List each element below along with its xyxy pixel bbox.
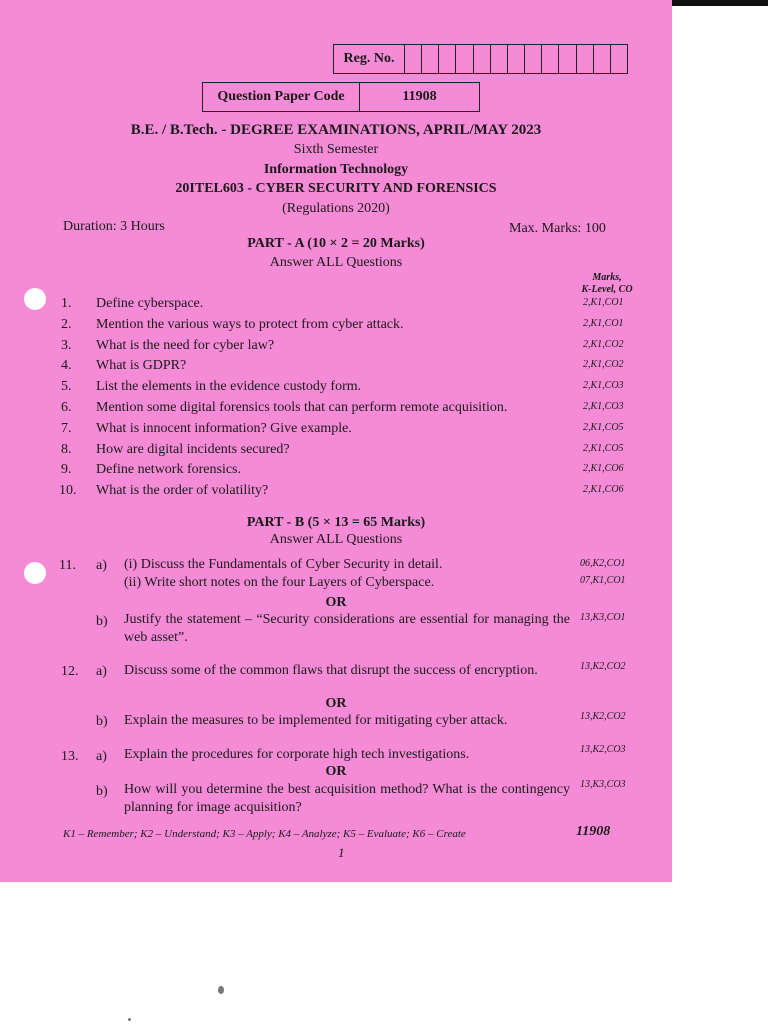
question-number: 4.: [61, 358, 72, 373]
marks-header-line-2: K-Level, CO: [581, 284, 633, 295]
reg-no-cell[interactable]: [611, 45, 627, 73]
question-paper-code-value: 11908: [402, 89, 437, 104]
question-paper-code-label: Question Paper Code: [203, 83, 360, 111]
question-marks: 13,K2,CO2: [580, 711, 626, 722]
question-text: Define cyberspace.: [96, 296, 204, 311]
question-marks: 2,K1,CO5: [583, 422, 624, 433]
option-label: b): [96, 714, 108, 729]
question-text: Mention some digital forensics tools that can perform remote acquisition.: [96, 400, 508, 415]
question-number: 7.: [61, 421, 72, 436]
or-separator: OR: [325, 696, 347, 711]
question-text: How are digital incidents secured?: [96, 442, 290, 457]
scan-edge-shadow: [672, 0, 768, 6]
max-marks: Max. Marks: 100: [509, 221, 606, 236]
semester: Sixth Semester: [293, 142, 379, 157]
question-text: What is GDPR?: [96, 358, 187, 373]
question-marks: 2,K1,CO3: [583, 401, 624, 412]
option-label: b): [96, 784, 108, 799]
question-paper-code-box: [202, 82, 480, 112]
reg-no-cell[interactable]: [508, 45, 525, 73]
question-marks: 2,K1,CO1: [583, 297, 624, 308]
question-number: 12.: [61, 664, 79, 679]
question-text: What is the order of volatility?: [96, 483, 269, 498]
question-marks: 13,K3,CO3: [580, 779, 626, 790]
question-text: What is innocent information? Give example.: [96, 421, 352, 436]
part-b-instruction: Answer ALL Questions: [269, 532, 403, 547]
question-text: List the elements in the evidence custody form.: [96, 379, 362, 394]
question-marks: 07,K1,CO1: [580, 575, 626, 586]
question-number: 5.: [61, 379, 72, 394]
question-marks: 2,K1,CO5: [583, 443, 624, 454]
question-number: 3.: [61, 338, 72, 353]
question-text: How will you determine the best acquisition method? What is the contingency planning for image acquisition?: [124, 782, 570, 815]
reg-no-cell[interactable]: [542, 45, 559, 73]
marks-column-header: [572, 272, 642, 296]
reg-no-cell[interactable]: [594, 45, 611, 73]
question-text: (ii) Write short notes on the four Layers of Cyberspace.: [124, 575, 435, 590]
punch-hole: [24, 562, 46, 584]
part-b-title: PART - B (5 × 13 = 65 Marks): [246, 515, 426, 530]
scan-speck: [128, 1018, 131, 1021]
part-a-title: PART - A (10 × 2 = 20 Marks): [247, 236, 425, 251]
footer-paper-code: 11908: [576, 824, 611, 839]
or-separator: OR: [325, 595, 347, 610]
question-marks: 2,K1,CO2: [583, 359, 624, 370]
or-separator: OR: [325, 764, 347, 779]
question-number: 6.: [61, 400, 72, 415]
question-number: 13.: [61, 749, 79, 764]
question-marks: 2,K1,CO1: [583, 318, 624, 329]
reg-no-cell[interactable]: [405, 45, 422, 73]
reg-no-cell[interactable]: [491, 45, 508, 73]
reg-no-cell[interactable]: [439, 45, 456, 73]
question-number: 9.: [61, 462, 72, 477]
question-marks: 13,K3,CO1: [580, 612, 626, 623]
option-label: a): [96, 664, 107, 679]
question-number: 8.: [61, 442, 72, 457]
exam-title: B.E. / B.Tech. - DEGREE EXAMINATIONS, APRIL/MAY 2023: [130, 122, 542, 138]
reg-no-cell[interactable]: [559, 45, 576, 73]
question-text: Justify the statement – “Security considerations are essential for managing the web asset”.: [124, 612, 570, 645]
question-marks: 06,K2,CO1: [580, 558, 626, 569]
option-label: b): [96, 614, 108, 629]
duration: Duration: 3 Hours: [63, 219, 165, 234]
regulations: (Regulations 2020): [282, 201, 390, 216]
part-a-instruction: Answer ALL Questions: [269, 255, 403, 270]
punch-hole: [24, 288, 46, 310]
option-label: a): [96, 749, 107, 764]
reg-no-cell[interactable]: [577, 45, 594, 73]
question-marks: 13,K2,CO3: [580, 744, 626, 755]
department: Information Technology: [263, 162, 409, 177]
marks-header-line-1: Marks,: [592, 272, 622, 283]
reg-no-cell[interactable]: [456, 45, 473, 73]
course-title: 20ITEL603 - CYBER SECURITY AND FORENSICS: [175, 181, 497, 196]
option-label: a): [96, 558, 107, 573]
question-text: Explain the procedures for corporate high tech investigations.: [124, 747, 470, 762]
question-text: Mention the various ways to protect from cyber attack.: [96, 317, 404, 332]
question-number: 11.: [59, 558, 76, 573]
question-text: Discuss some of the common flaws that disrupt the success of encryption.: [124, 663, 538, 678]
question-number: 1.: [61, 296, 72, 311]
question-text: Explain the measures to be implemented for mitigating cyber attack.: [124, 713, 508, 728]
reg-no-box: [333, 44, 628, 74]
question-marks: 13,K2,CO2: [580, 661, 626, 672]
scan-speck: [218, 986, 224, 994]
question-text: Define network forensics.: [96, 462, 242, 477]
reg-no-cell[interactable]: [525, 45, 542, 73]
question-number: 2.: [61, 317, 72, 332]
question-text: What is the need for cyber law?: [96, 338, 275, 353]
question-marks: 2,K1,CO2: [583, 339, 624, 350]
question-marks: 2,K1,CO6: [583, 463, 624, 474]
k-level-legend: K1 – Remember; K2 – Understand; K3 – Apply; K4 – Analyze; K5 – Evaluate; K6 – Create: [63, 828, 466, 840]
question-text: (i) Discuss the Fundamentals of Cyber Security in detail.: [124, 557, 443, 572]
question-marks: 2,K1,CO6: [583, 484, 624, 495]
question-number: 10.: [59, 483, 77, 498]
reg-no-cell[interactable]: [422, 45, 439, 73]
reg-no-label: Reg. No.: [334, 45, 405, 73]
page-number: 1: [338, 845, 345, 860]
question-marks: 2,K1,CO3: [583, 380, 624, 391]
reg-no-cell[interactable]: [474, 45, 491, 73]
